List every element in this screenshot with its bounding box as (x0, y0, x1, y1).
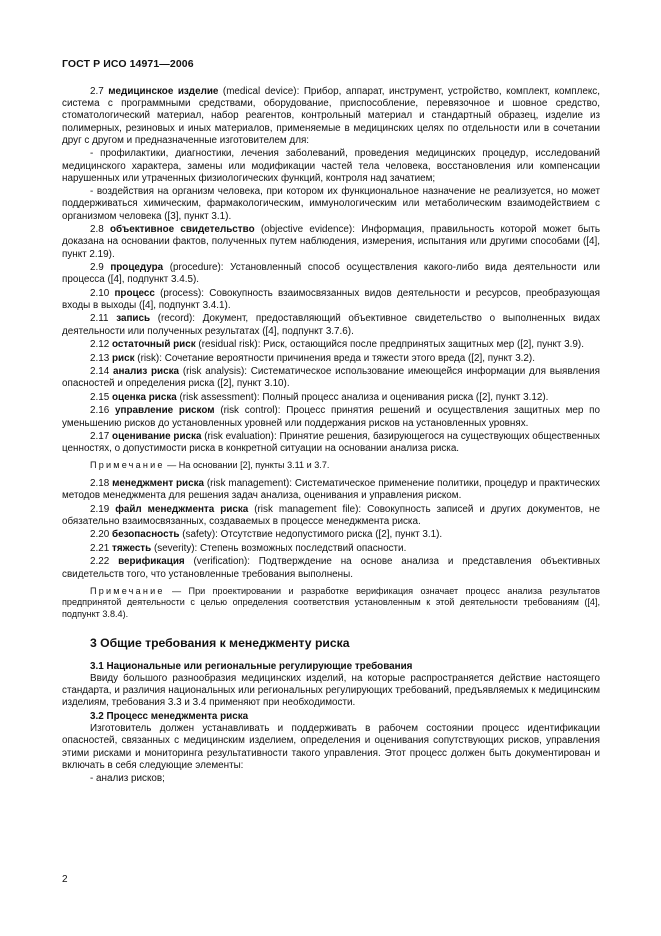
definition-2-17: 2.17 оценивание риска (risk evaluation): Принятие решения, базирующегося на существующих общественных ценностях, о допустимости риска в конкретной ситуации на основании анализа риска. (62, 431, 600, 455)
definition-2-13: 2.13 риск (risk): Сочетание вероятности причинения вреда и тяжести этого вреда ([2], пункт 3.2). (90, 352, 535, 364)
subsection-3-2-text: Изготовитель должен устанавливать и поддерживать в рабочем состоянии процесс идентификации опасностей, связанных с медицинским изделием, определения и оценивания сопутствующих рисков, управления этими рисками и мониторинга результативности такого управления. Этот процесс должен быть документирован и включать в себя следующие элементы: (62, 723, 600, 771)
definition-2-15: 2.15 оценка риска (risk assessment): Полный процесс анализа и оценивания риска ([2], пункт 3.12). (90, 391, 549, 403)
term: процесс (114, 287, 155, 299)
definition-2-19: 2.19 файл менеджмента риска (risk management file): Совокупность записей и других документов, не обязательно взаимосвязанных, создаваемых в процессе менеджмента риска. (62, 503, 600, 527)
definition-2-7-item-b: - воздействия на организм человека, при котором их функциональное назначение не реализуется, но может поддерживаться химическим, фармакологическим, иммунологическим или метаболическим взаимодействием с организмом человека ([3], пункт 3.1). (62, 186, 600, 222)
term: медицинское изделие (108, 86, 219, 97)
subsection-3-1-heading: 3.1 Национальные или региональные регулирующие требования (90, 660, 413, 672)
definition-2-16: 2.16 управление риском (risk control): Процесс принятия решений и осуществления защитных мер по уменьшению рисков до установленных уровней или поддержания рисков на установленных уровнях. (62, 405, 600, 429)
term: анализ риска (113, 366, 180, 378)
note-2: Примечание — При проектировании и разработке верификация означает процесс анализа результатов предпринятой деятельности с целью определения соответствия установленным к этой деятельности требованиям ([4], подпункт 3.8.4). (62, 585, 600, 620)
definition-2-21: 2.21 тяжесть (severity): Степень возможных последствий опасности. (90, 542, 407, 554)
term: оценка риска (111, 391, 177, 403)
term: менеджмент риска (112, 478, 205, 490)
term: безопасность (111, 529, 180, 541)
subsection-3-2-item: - анализ рисков; (90, 773, 165, 785)
definition-2-14: 2.14 анализ риска (risk analysis): Систематическое использование имеющейся информации для выявления опасностей и определения риска ([2], пункт 3.10). (62, 366, 600, 390)
section-3-heading: 3 Общие требования к менеджменту риска (90, 635, 350, 650)
definition-2-20: 2.20 безопасность (safety): Отсутствие недопустимого риска ([2], пункт 3.1). (90, 529, 443, 541)
definition-2-7-item-a: - профилактики, диагностики, лечения заболеваний, проведения медицинских процедур, исследований медицинского характера, замены или модификации частей тела человека, восстановления или компенсации нарушенных или утраченных физиологических функций, контроля над зачатием; (62, 148, 600, 184)
term: файл менеджмента риска (115, 503, 249, 515)
definition-2-7: 2.7 медицинское изделие (medical device): Прибор, аппарат, инструмент, устройство, комплект, комплекс, система с программными средствами, оборудование, приспособление, перевязочное и шовное средство, стоматологический материал, набор реагентов, контрольный материал и стандартный образец, изделие из полимерных, резиновых и иных материалов, применяемые в медицинских целях по отдельности или в сочетании друг с другом и предназначенные изготовителем для: (62, 86, 600, 146)
definition-2-8: 2.8 объективное свидетельство (objective evidence): Информация, правильность которой может быть доказана на основании фактов, полученных путем наблюдения, измерения, испытания или другими способами ([4], пункт 2.19). (62, 224, 600, 260)
term: верификация (118, 556, 185, 568)
definition-2-22: 2.22 верификация (verification): Подтверждение на основе анализа и представления объективных свидетельств того, что установленные требования выполнены. (62, 556, 601, 580)
definition-2-10: 2.10 процесс (process): Совокупность взаимосвязанных видов деятельности и ресурсов, преобразующая входы в выходы ([4], подпункт 3.4.1). (62, 287, 600, 311)
term: оценивание риска (112, 431, 202, 443)
subsection-3-2-heading: 3.2 Процесс менеджмента риска (90, 710, 249, 722)
page-number: 2 (62, 874, 68, 885)
term: тяжесть (111, 542, 152, 554)
term: запись (116, 313, 151, 325)
definition-2-18: 2.18 менеджмент риска (risk management): Систематическое применение политики, процедур и практических методов менеджмента для решения задач анализа, оценивания и управления риском. (62, 478, 600, 502)
document-header: ГОСТ Р ИСО 14971—2006 (62, 58, 194, 70)
definition-2-12: 2.12 остаточный риск (residual risk): Риск, остающийся после предпринятых защитных мер ([2], пункт 3.9). (90, 339, 584, 351)
definition-2-11: 2.11 запись (record): Документ, предоставляющий объективное свидетельство о выполненных видах деятельности или полученных результатах ([4], подпункт 3.7.6). (62, 313, 601, 337)
note-1: Примечание — На основании [2], пункты 3.11 и 3.7. (90, 460, 330, 471)
term: остаточный риск (111, 339, 196, 351)
document-body (62, 86, 600, 787)
term: риск (111, 352, 135, 364)
term: управление риском (115, 405, 215, 417)
subsection-3-1-text: Ввиду большого разнообразия медицинских изделий, на которые распространяется действие настоящего стандарта, и различия национальных или региональных регулирующих требований, предъявляемых к медицинским изделиям, требования 3.3 и 3.4 применяют при необходимости. (62, 673, 600, 709)
definition-2-9: 2.9 процедура (procedure): Установленный способ осуществления какого-либо вида деятельности или процесса ([4], подпункт 3.4.5). (62, 262, 600, 286)
term: объективное свидетельство (110, 224, 255, 236)
term: процедура (110, 262, 164, 274)
